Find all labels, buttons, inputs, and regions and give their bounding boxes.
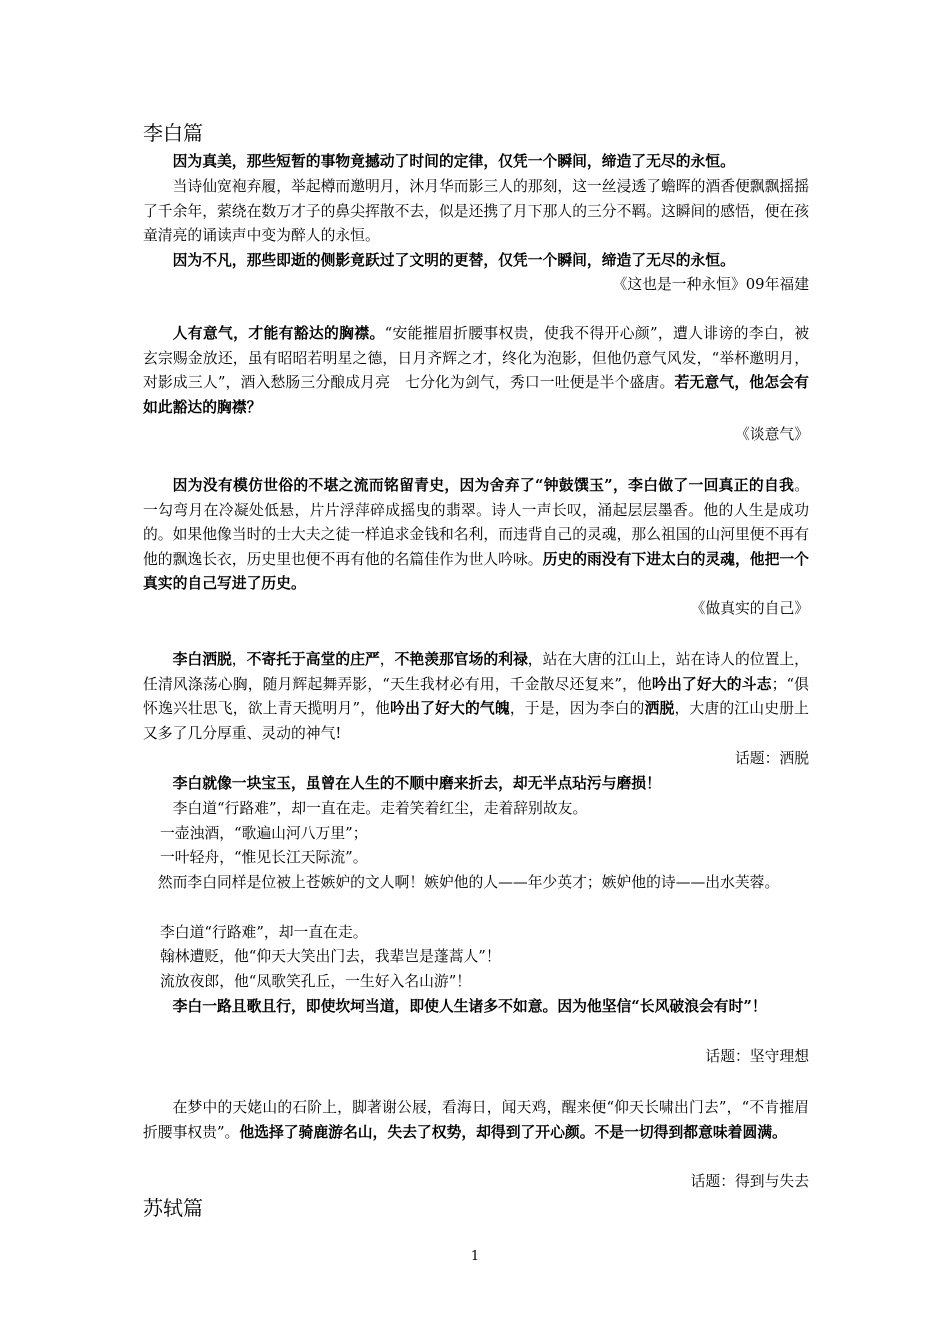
paragraph-4-bold-end: 若无意气，他怎会有如此豁达的胸襟？ — [143, 374, 809, 416]
source-citation-5: 话题：坚守理想 — [705, 1048, 809, 1065]
paragraph-5-text: 。一勾弯月在冷凝处低悬，片片浮萍碎成摇曳的翡翠。诗人一声长叹，涌起层层墨香。他的人生是成功的。如果他像当时的士大夫之徒一样追求金钱和名利，而违背自己的灵魂，那么祖国的山河里便不再有他的飘逸长衣，历史里也便不再有他的名篇佳作为世人吟咏。 — [143, 477, 809, 568]
paragraph-14: 流放夜郎，他“凤歌笑孔丘，一生好入名山游”！ — [160, 973, 472, 990]
p6-bold-2: 不寄托于高堂的庄严 — [246, 651, 380, 668]
paragraph-8: 李白道“行路难”，却一直在走。走着笑着红尘，走着辞别故友。 — [172, 800, 588, 817]
source-citation-2: 《谈意气》 — [735, 426, 809, 443]
paragraph-12: 李白道“行路难”，却一直在走。 — [160, 924, 368, 941]
p6-bold-4: 吟出了好大的斗志 — [652, 675, 772, 693]
page-number: 1 — [470, 1249, 480, 1264]
p6-bold-1: 李白洒脱 — [172, 651, 232, 668]
section-heading-libai: 李白篇 — [143, 121, 203, 145]
source-citation-4: 话题：洒脱 — [735, 750, 809, 767]
source-citation-1: 《这也是一种永恒》09年福建 — [612, 276, 809, 293]
paragraph-4 — [143, 322, 809, 420]
paragraph-5-bold-end: 历史的雨没有下进太白的灵魂，他把一个真实的自己写进了历史。 — [143, 550, 809, 593]
paragraph-10: 一叶轻舟，“惟见长江天际流”。 — [160, 849, 368, 866]
p6-text-5: ，于是，因为李白的 — [509, 700, 645, 718]
source-citation-6: 话题：得到与失去 — [690, 1173, 809, 1190]
source-citation-3: 《做真实的自己》 — [690, 600, 809, 617]
p6-text-2: ， — [379, 651, 395, 668]
paragraph-6 — [143, 648, 809, 746]
p6-text-6: ，大唐的江山史册上又多了几分厚重、灵动的神气! — [143, 700, 809, 742]
paragraph-13: 翰林遭贬，他“仰天大笑出门去，我辈岂是蓬蒿人”！ — [160, 948, 501, 965]
paragraph-2: 当诗仙宽袍弃履，举起樽而邀明月，沐月华而影三人的那刻，这一丝浸透了蟾晖的酒香便飘飘摇摇了千余年，萦绕在数万才子的鼻尖挥散不去，似是还携了月下那人的三分不羁。这瞬间的感悟，便在孩童清亮的诵读声中变为醉人的永恒。 — [143, 178, 809, 245]
p6-text-4: ；“俱怀逸兴壮思飞，欲上青天揽明月”，他 — [143, 675, 809, 718]
paragraph-5-bold: 因为没有模仿世俗的不堪之流而铭留青史，因为舍弃了“钟鼓馔玉”，李白做了一回真正的自我 — [172, 477, 795, 494]
paragraph-4-bold: 人有意气，才能有豁达的胸襟。 — [172, 325, 385, 342]
p6-bold-3: 不艳羡那官场的利禄 — [394, 651, 528, 668]
p6-bold-5: 吟出了好大的气魄 — [390, 700, 510, 718]
paragraph-9: 一壶浊酒，“歌遍山河八万里”； — [160, 825, 368, 842]
paragraph-16-bold: 他选择了骑鹿游名山，失去了权势，却得到了开心颜。不是一切得到都意味着圆满。 — [239, 1123, 787, 1141]
paragraph-3: 因为不凡，那些即逝的侧影竟跃过了文明的更替，仅凭一个瞬间，缔造了无尽的永恒。 — [172, 252, 735, 269]
paragraph-1: 因为真美，那些短暂的事物竟撼动了时间的定律，仅凭一个瞬间，缔造了无尽的永恒。 — [172, 153, 735, 170]
section-heading-sushi: 苏轼篇 — [143, 1196, 203, 1220]
paragraph-7: 李白就像一块宝玉，虽曾在人生的不顺中磨来折去，却无半点玷污与磨损！ — [172, 775, 661, 792]
p6-text-3: ，站在大唐的江山上，站在诗人的位置上，任清风涤荡心胸，随月辉起舞弄影，“天生我材必有用，千金散尽还复来”，他 — [143, 651, 809, 693]
paragraph-11: 然而李白同样是位被上苍嫉妒的文人啊！嫉妒他的人——年少英才；嫉妒他的诗——出水芙蓉。 — [157, 874, 780, 891]
p6-text-1: ， — [231, 651, 247, 668]
p6-bold-6: 洒脱 — [644, 700, 675, 718]
paragraph-5 — [143, 474, 809, 597]
paragraph-15: 李白一路且歌且行，即使坎坷当道，即使人生诸多不如意。因为他坚信“长风破浪会有时”！ — [172, 998, 767, 1015]
paragraph-4-text: “安能摧眉折腰事权贵，使我不得开心颜”，遭人诽谤的李白，被玄宗赐金放还，虽有昭昭若明星之德，日月齐辉之才，终化为泡影，但他仍意气风发，“举杯邀明月，对影成三人”，酒入愁肠三分酿成月亮 七分化为剑气，秀口一吐便是半个盛唐。 — [143, 325, 809, 392]
paragraph-16-text: 在梦中的天姥山的石阶上，脚著谢公屐，看海日，闻天鸡，醒来便“仰天长啸出门去”，“不肯摧眉折腰事权贵”。 — [143, 1099, 809, 1141]
paragraph-16 — [143, 1096, 809, 1145]
